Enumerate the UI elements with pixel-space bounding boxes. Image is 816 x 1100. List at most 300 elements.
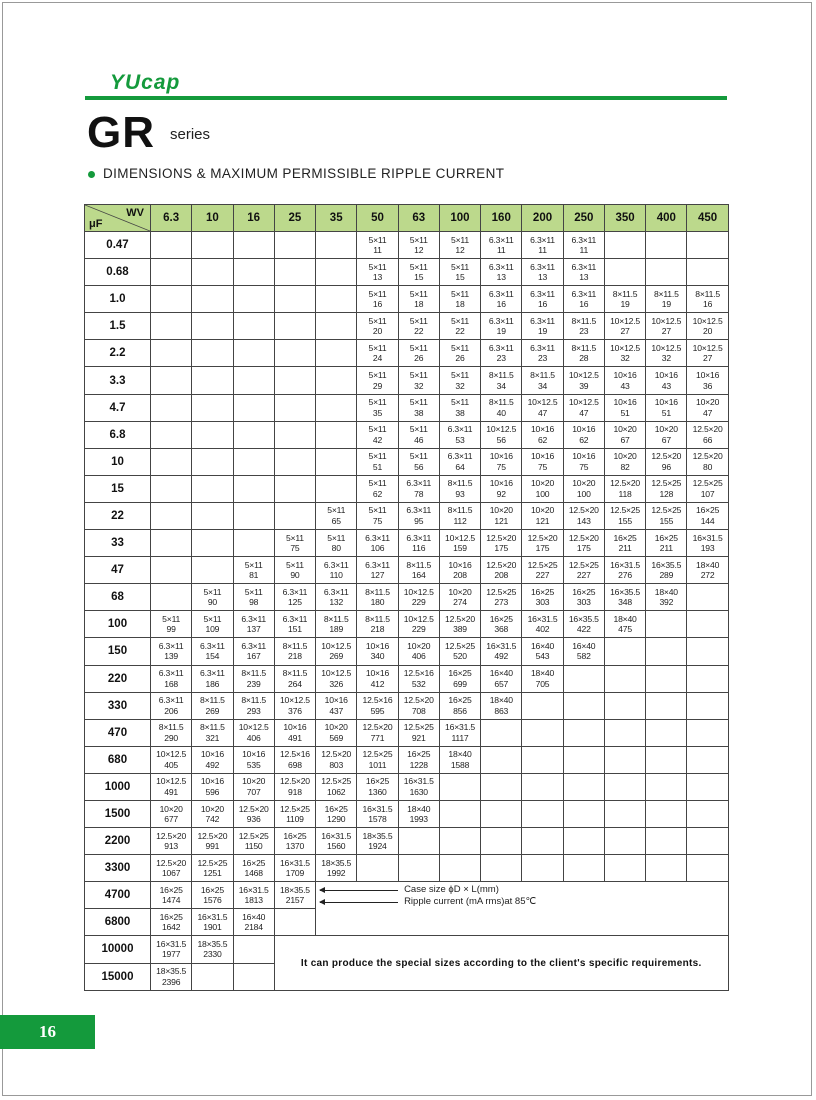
ripple-current: 23 [537,353,548,364]
empty-cell [604,800,645,827]
case-size: 8×11.5 [530,370,555,381]
ripple-current: 29 [372,380,383,391]
ripple-current: 1588 [450,759,470,770]
empty-cell [274,909,315,936]
ripple-current: 582 [576,651,591,662]
table-row [85,367,729,394]
ripple-current: 106 [370,543,385,554]
spec-cell [233,638,274,665]
spec-cell [233,746,274,773]
ripple-current: 34 [496,380,506,391]
case-size: 16×25 [324,803,348,814]
case-size: 10×20 [448,586,472,597]
ripple-current: 38 [414,407,424,418]
case-size: 5×11 [451,261,469,272]
ripple-current: 1150 [244,841,263,852]
spec-cell [398,665,439,692]
spec-cell [357,773,398,800]
empty-cell [481,719,522,746]
ripple-current: 520 [453,651,467,662]
spec-cell [522,340,563,367]
spec-cell [604,448,645,475]
spec-cell [439,340,480,367]
case-size: 10×16 [572,424,596,435]
brand-logo: YUcap [110,71,181,94]
case-size: 5×11 [368,451,387,462]
spec-cell [357,611,398,638]
ripple-current: 475 [618,624,632,635]
empty-cell [522,719,563,746]
empty-cell [233,232,274,259]
case-size: 18×40 [407,803,431,814]
case-size: 16×31.5 [610,559,640,570]
spec-cell [439,638,480,665]
empty-cell [522,828,563,855]
case-size: 10×12.5 [568,397,599,408]
case-size: 5×11 [451,234,469,245]
case-size: 5×11 [409,234,428,245]
spec-cell [151,828,192,855]
ripple-current: 705 [535,678,550,689]
empty-cell [274,340,315,367]
ripple-current: 62 [579,434,589,445]
ripple-current: 921 [411,732,426,743]
spec-cell [646,286,687,313]
ripple-current: 193 [700,543,715,554]
spec-cell [522,259,563,286]
spec-cell [522,611,563,638]
case-size: 6.3×11 [571,234,597,245]
spec-cell [192,909,233,936]
case-size: 6.3×11 [406,505,432,516]
empty-cell [439,800,480,827]
spec-cell [604,475,645,502]
case-size: 10×16 [613,370,637,381]
ripple-current: 118 [618,488,632,499]
ripple-current: 47 [579,407,589,418]
ripple-current: 46 [414,434,424,445]
ripple-current: 1062 [327,786,346,797]
ripple-current: 189 [329,624,344,635]
spec-cell [192,584,233,611]
ripple-current: 13 [372,272,383,283]
ripple-current: 82 [620,461,630,472]
spec-cell [151,611,192,638]
ripple-current: 53 [455,434,465,445]
ripple-current: 273 [494,597,509,608]
spec-cell [481,530,522,557]
empty-cell [192,530,233,557]
case-size: 6.3×11 [488,234,514,245]
case-size: 16×25 [489,613,513,624]
ripple-current: 112 [453,515,467,526]
spec-cell [233,773,274,800]
ripple-current: 19 [661,299,671,310]
ripple-current: 23 [579,326,589,337]
spec-cell [357,502,398,529]
case-size: 8×11.5 [241,668,266,679]
spec-cell [316,828,357,855]
ripple-current: 110 [329,570,343,581]
ripple-current: 98 [249,597,259,608]
case-size: 5×11 [368,505,387,516]
ripple-current: 293 [246,705,261,716]
spec-cell [151,882,192,909]
ripple-current: 23 [496,353,506,364]
ripple-current: 321 [205,732,220,743]
case-size: 6.3×11 [200,668,225,679]
case-size: 12.5×20 [610,478,640,489]
ripple-current: 47 [537,407,548,418]
ripple-current: 15 [414,272,424,283]
case-size: 16×25 [572,586,596,597]
ripple-current: 698 [288,759,302,770]
ripple-current: 16 [537,299,548,310]
ripple-current: 532 [411,678,426,689]
empty-cell [192,502,233,529]
spec-cell [481,340,522,367]
case-size: 10×20 [159,803,183,814]
spec-cell [151,773,192,800]
spec-cell [604,340,645,367]
arrow-left-icon [320,890,398,891]
page-number: 16 [0,1015,95,1049]
empty-cell [563,773,604,800]
empty-cell [274,421,315,448]
voltage-header: 100 [439,205,480,232]
ripple-current: 406 [411,651,426,662]
case-size: 10×20 [324,722,348,733]
capacitance-cell: 220 [85,665,151,692]
ripple-current: 51 [372,461,383,472]
ripple-current: 51 [661,407,671,418]
spec-cell [233,719,274,746]
ripple-current: 13 [537,272,548,283]
case-size: 5×11 [409,370,428,381]
ripple-current: 32 [455,380,465,391]
spec-cell [563,259,604,286]
ripple-current: 1642 [161,922,181,933]
section-title-text: DIMENSIONS & MAXIMUM PERMISSIBLE RIPPLE CURRENT [103,166,505,181]
spec-cell [398,421,439,448]
spec-cell [439,746,480,773]
empty-cell [646,855,687,882]
case-size: 18×35.5 [197,938,228,949]
spec-cell [481,502,522,529]
capacitance-cell: 100 [85,611,151,638]
spec-cell [439,421,480,448]
empty-cell [151,448,192,475]
case-size: 12.5×16 [403,668,434,679]
ripple-current: 92 [496,488,506,499]
capacitance-cell: 4700 [85,882,151,909]
spec-cell [233,882,274,909]
case-size: 5×11 [451,397,469,408]
spec-cell [357,286,398,313]
ripple-current: 1474 [161,895,181,906]
spec-cell [316,692,357,719]
spec-cell [316,855,357,882]
ripple-current: 34 [537,380,548,391]
empty-cell [563,746,604,773]
spec-cell [687,340,728,367]
ripple-current: 144 [700,515,715,526]
case-size: 16×31.5 [486,640,517,651]
case-size: 12.5×20 [362,722,393,733]
spec-cell [398,259,439,286]
ripple-current: 11 [496,245,506,256]
case-size: 10×12.5 [156,776,187,787]
capacitance-cell: 15000 [85,963,151,990]
spec-cell [522,421,563,448]
ripple-current: 1290 [327,814,346,825]
ripple-current: 699 [453,678,467,689]
ripple-current: 276 [618,570,632,581]
case-size: 10×20 [696,397,720,408]
case-size: 8×11.5 [323,613,349,624]
ripple-current: 116 [412,543,426,554]
spec-cell [563,286,604,313]
case-size: 5×11 [409,261,428,272]
ripple-current: 492 [205,759,220,770]
empty-cell [274,367,315,394]
ripple-current: 100 [576,488,591,499]
table-row [85,475,729,502]
voltage-header: 63 [398,205,439,232]
ripple-current: 290 [164,732,178,743]
case-size: 18×35.5 [321,857,352,868]
case-size: 16×25 [696,505,720,516]
ripple-current: 1251 [203,868,222,879]
case-size: 18×40 [489,695,513,706]
voltage-header: 450 [687,205,728,232]
spec-cell [481,475,522,502]
ripple-current: 19 [537,326,548,337]
spec-cell [316,719,357,746]
spec-cell [563,530,604,557]
ripple-current: 75 [372,515,383,526]
ripple-current: 128 [659,488,674,499]
case-size: 10×20 [572,478,596,489]
case-size: 16×25 [365,776,390,787]
spec-cell [687,367,728,394]
spec-cell [357,828,398,855]
spec-cell [522,394,563,421]
spec-cell [316,502,357,529]
case-size: 8×11.5 [241,695,266,706]
ripple-current: 218 [370,624,385,635]
spec-cell [604,584,645,611]
table-row [85,232,729,259]
ripple-current: 22 [455,326,465,337]
ripple-current: 1993 [409,814,428,825]
spec-cell [481,692,522,719]
empty-cell [687,746,728,773]
case-size: 16×31.5 [403,776,434,787]
spec-cell [357,394,398,421]
empty-cell [687,584,728,611]
spec-cell [233,828,274,855]
ripple-current: 180 [370,597,385,608]
case-size: 5×11 [451,288,469,299]
spec-cell [398,340,439,367]
empty-cell [604,259,645,286]
case-size: 16×25 [407,749,431,760]
spec-cell [357,800,398,827]
empty-cell [192,367,233,394]
spec-cell [274,665,315,692]
voltage-header: 50 [357,205,398,232]
case-size: 12.5×25 [238,830,269,841]
table-row [85,530,729,557]
ripple-current: 19 [620,299,630,310]
empty-cell [604,638,645,665]
capacitance-cell: 0.68 [85,259,151,286]
spec-cell [563,313,604,340]
spec-cell [398,800,439,827]
spec-cell [604,502,645,529]
empty-cell [316,448,357,475]
spec-cell [563,557,604,584]
spec-cell [398,557,439,584]
spec-cell [316,611,357,638]
ripple-current: 376 [288,705,302,716]
case-size: 5×11 [368,261,387,272]
case-size: 16×31.5 [445,722,475,733]
ripple-current: 303 [535,597,550,608]
capacitance-cell: 1.5 [85,313,151,340]
ripple-current: 62 [372,488,383,499]
empty-cell [274,448,315,475]
case-size: 10×16 [448,559,472,570]
table-row [85,286,729,313]
ripple-current: 20 [372,326,383,337]
voltage-header: 160 [481,205,522,232]
case-size: 6.3×11 [323,586,349,597]
spec-cell [439,502,480,529]
case-size: 8×11.5 [282,668,308,679]
spec-cell [439,313,480,340]
ripple-current: 100 [535,488,550,499]
spec-cell [151,800,192,827]
spec-cell [563,475,604,502]
ripple-current: 27 [620,326,630,337]
ripple-current: 596 [205,786,220,797]
case-size: 6.3×11 [488,261,514,272]
case-size: 10×12.5 [610,342,640,353]
case-size: 5×11 [451,342,469,353]
ripple-current: 51 [620,407,630,418]
empty-cell [233,286,274,313]
case-size: 10×12.5 [445,532,475,543]
ripple-current: 107 [700,488,715,499]
capacitance-cell: 1500 [85,800,151,827]
empty-cell [233,448,274,475]
case-size: 6.3×11 [571,288,597,299]
case-size: 10×16 [200,749,224,760]
ripple-current: 1709 [285,868,305,879]
case-size: 8×11.5 [158,722,184,733]
ripple-current: 991 [205,841,220,852]
ripple-current: 389 [453,624,467,635]
case-size: 10×20 [489,505,513,516]
ripple-current: 154 [205,651,220,662]
spec-cell [398,773,439,800]
spec-cell [316,530,357,557]
ripple-current: 40 [496,407,506,418]
table-row [85,665,729,692]
case-size: 5×11 [409,288,428,299]
case-size: 5×11 [409,397,428,408]
ripple-current: 1901 [203,922,222,933]
empty-cell [522,746,563,773]
case-size: 8×11.5 [571,315,597,326]
ripple-current: 11 [373,245,382,256]
case-size: 10×12.5 [527,397,558,408]
arrow-left-icon [320,902,398,903]
case-size: 18×40 [530,668,555,679]
case-size: 5×11 [409,424,428,435]
case-size: 16×35.5 [651,559,682,570]
spec-cell [687,530,728,557]
ripple-current: 211 [618,543,632,554]
spec-cell [439,475,480,502]
voltage-header: 35 [316,205,357,232]
ripple-current: 229 [411,624,426,635]
spec-cell [439,719,480,746]
ripple-current: 32 [661,353,671,364]
spec-cell [316,746,357,773]
ripple-current: 1468 [244,868,263,879]
case-size: 10×12.5 [403,586,434,597]
case-size: 12.5×20 [486,559,517,570]
spec-cell [233,909,274,936]
case-size: 16×31.5 [527,613,558,624]
table-row [85,448,729,475]
ripple-current: 24 [372,353,383,364]
table-corner [85,205,151,232]
spec-cell [522,530,563,557]
capacitance-cell: 4.7 [85,394,151,421]
case-size: 6.3×11 [530,288,555,299]
ripple-current: 56 [496,434,506,445]
empty-cell [192,963,233,990]
ripple-current: 16 [703,299,713,310]
empty-cell [233,340,274,367]
empty-cell [316,421,357,448]
empty-cell [316,367,357,394]
ripple-current: 22 [414,326,424,337]
case-size: 6.3×11 [365,532,390,543]
spec-cell [274,638,315,665]
case-size: 6.3×11 [530,234,555,245]
empty-cell [687,638,728,665]
spec-cell [151,638,192,665]
spec-cell [522,638,563,665]
ripple-current: 269 [329,651,344,662]
spec-cell [274,746,315,773]
empty-cell [687,232,728,259]
empty-cell [233,367,274,394]
ripple-current: 1067 [161,868,181,879]
ripple-current: 913 [164,841,178,852]
case-size: 16×31.5 [156,938,187,949]
capacitance-cell: 1.0 [85,286,151,313]
empty-cell [151,502,192,529]
spec-cell [481,313,522,340]
ripple-current: 65 [331,515,341,526]
case-size: 10×12.5 [321,668,352,679]
